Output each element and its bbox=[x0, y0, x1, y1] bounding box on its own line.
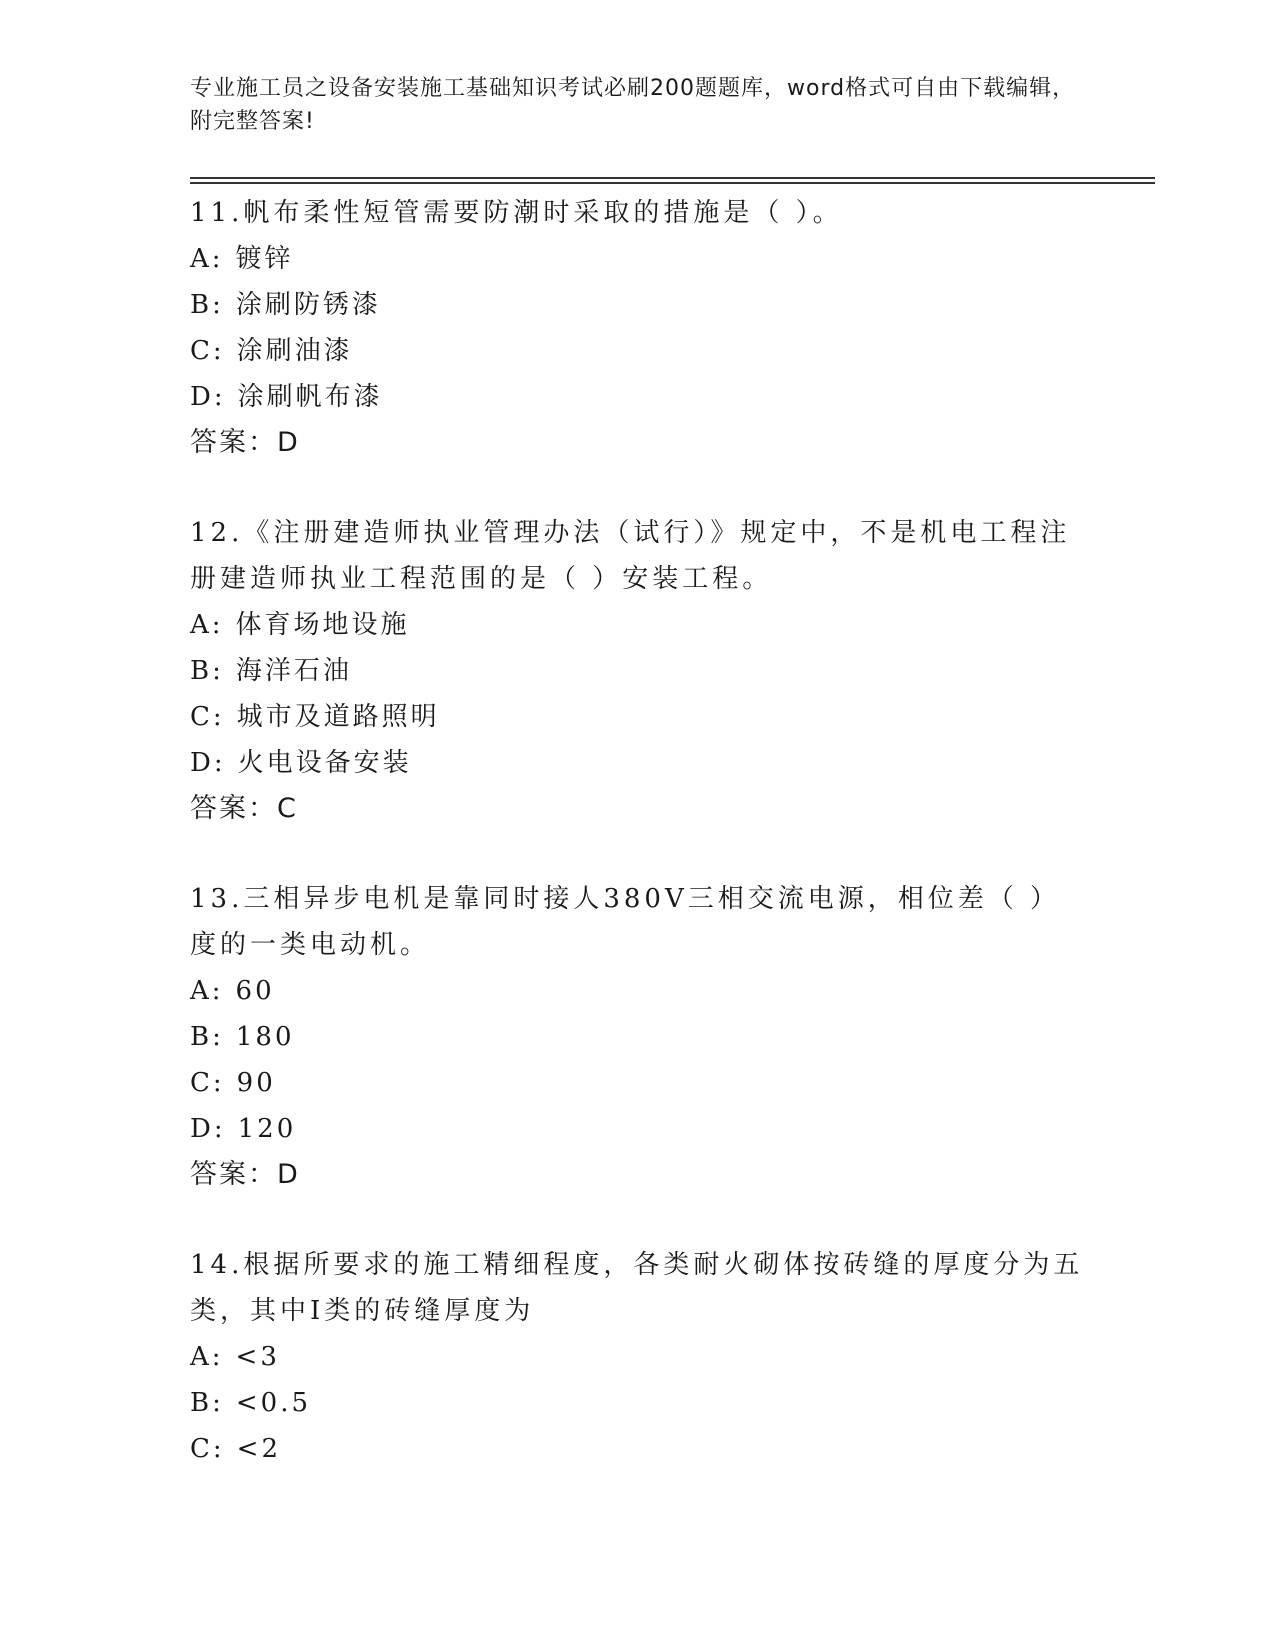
question-list bbox=[190, 190, 1090, 1516]
option-b bbox=[190, 1380, 1090, 1426]
header-divider-top bbox=[190, 177, 1155, 179]
option-key: A: bbox=[190, 1342, 224, 1372]
option-text: <0.5 bbox=[235, 1388, 312, 1418]
option-a bbox=[190, 602, 1090, 648]
option-text: 90 bbox=[236, 1068, 276, 1098]
answer-label: 答案：D bbox=[190, 1159, 300, 1190]
option-key: D: bbox=[190, 382, 226, 412]
question-stem: 11.帆布柔性短管需要防潮时采取的措施是（ ）。 bbox=[190, 198, 843, 228]
option-d bbox=[190, 740, 1090, 786]
option-key: A: bbox=[190, 244, 224, 274]
option-text: <2 bbox=[236, 1434, 281, 1464]
option-b bbox=[190, 648, 1090, 694]
option-b bbox=[190, 282, 1090, 328]
option-key: B: bbox=[190, 290, 224, 320]
question-13 bbox=[190, 876, 1090, 1198]
option-key: A: bbox=[190, 976, 224, 1006]
option-text: 涂刷帆布漆 bbox=[237, 382, 383, 412]
question-stem: 14.根据所要求的施工精细程度，各类耐火砌体按砖缝的厚度分为五类，其中I类的砖缝厚度为 bbox=[190, 1250, 1084, 1326]
answer-label: 答案：C bbox=[190, 793, 298, 824]
option-text: 180 bbox=[235, 1022, 295, 1052]
document-header: 专业施工员之设备安装施工基础知识考试必刷200题题库，word格式可自由下载编辑，附完整答案! bbox=[190, 76, 1076, 134]
option-text: 体育场地设施 bbox=[235, 610, 410, 640]
option-a bbox=[190, 1334, 1090, 1380]
answer-label: 答案：D bbox=[190, 427, 300, 458]
option-a bbox=[190, 236, 1090, 282]
option-key: C: bbox=[190, 702, 225, 732]
option-c bbox=[190, 1426, 1090, 1472]
option-c bbox=[190, 694, 1090, 740]
option-text: 镀锌 bbox=[235, 244, 294, 274]
option-a bbox=[190, 968, 1090, 1014]
option-key: D: bbox=[190, 1114, 226, 1144]
option-text: 火电设备安装 bbox=[237, 748, 412, 778]
question-stem: 13.三相异步电机是靠同时接人380V三相交流电源，相位差（ ）度的一类电动机。 bbox=[190, 884, 1061, 960]
option-text: 海洋石油 bbox=[235, 656, 352, 686]
option-text: 城市及道路照明 bbox=[236, 702, 440, 732]
option-b bbox=[190, 1014, 1090, 1060]
question-14 bbox=[190, 1242, 1090, 1472]
option-key: D: bbox=[190, 748, 226, 778]
option-c bbox=[190, 1060, 1090, 1106]
header-divider-bottom bbox=[190, 182, 1155, 184]
option-d bbox=[190, 374, 1090, 420]
option-key: B: bbox=[190, 656, 224, 686]
option-text: 120 bbox=[237, 1114, 297, 1144]
option-key: B: bbox=[190, 1388, 224, 1418]
option-text: 涂刷防锈漆 bbox=[235, 290, 381, 320]
option-key: C: bbox=[190, 1068, 225, 1098]
option-text: <3 bbox=[235, 1342, 280, 1372]
option-c bbox=[190, 328, 1090, 374]
option-key: C: bbox=[190, 1434, 225, 1464]
question-stem: 12.《注册建造师执业管理办法（试行）》规定中，不是机电工程注册建造师执业工程范围的是（ ）安装工程。 bbox=[190, 518, 1071, 594]
question-11 bbox=[190, 190, 1090, 466]
option-key: C: bbox=[190, 336, 225, 366]
option-key: B: bbox=[190, 1022, 224, 1052]
option-text: 涂刷油漆 bbox=[236, 336, 353, 366]
option-d bbox=[190, 1106, 1090, 1152]
option-key: A: bbox=[190, 610, 224, 640]
option-text: 60 bbox=[235, 976, 275, 1006]
question-12 bbox=[190, 510, 1090, 832]
